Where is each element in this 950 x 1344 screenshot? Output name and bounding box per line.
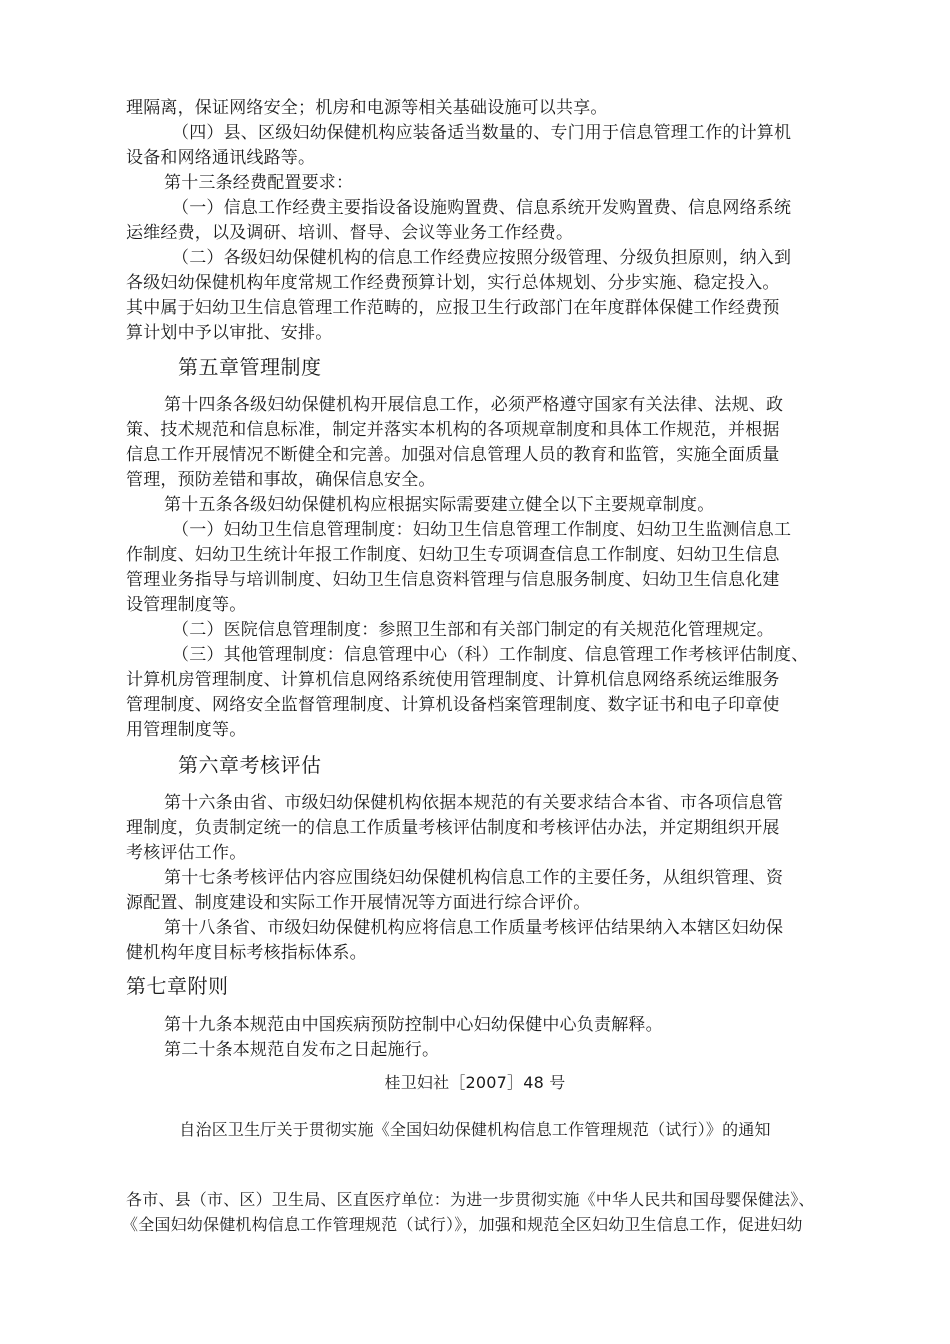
text-line: 算计划中予以审批、安排。 [126, 323, 333, 343]
text-line: 计算机房管理制度、计算机信息网络系统使用管理制度、计算机信息网络系统运维服务 [126, 670, 780, 690]
text-line: 用管理制度等。 [126, 720, 247, 740]
text-line: 第二十条本规范自发布之日起施行。 [164, 1040, 440, 1060]
chapter-heading: 第五章管理制度 [178, 355, 322, 379]
text-line: 理隔离，保证网络安全；机房和电源等相关基础设施可以共享。 [126, 98, 608, 118]
text-line: 《全国妇幼保健机构信息工作管理规范（试行）》，加强和规范全区妇幼卫生信息工作，促进妇幼 [122, 1215, 803, 1234]
text-line: （四）县、区级妇幼保健机构应装备适当数量的、专门用于信息管理工作的计算机 [172, 123, 792, 143]
text-line: 其中属于妇幼卫生信息管理工作范畴的，应报卫生行政部门在年度群体保健工作经费预 [126, 298, 780, 318]
text-line: 设管理制度等。 [126, 595, 247, 615]
article-heading: 第十三条经费配置要求： [164, 173, 354, 193]
text-line: 各级妇幼保健机构年度常规工作经费预算计划，实行总体规划、分步实施、稳定投入。 [126, 273, 780, 293]
text-line: 运维经费，以及调研、培训、督导、会议等业务工作经费。 [126, 223, 574, 243]
text-line: 第十四条各级妇幼保健机构开展信息工作，必须严格遵守国家有关法律、法规、政 [164, 395, 784, 415]
text-line: 理制度，负责制定统一的信息工作质量考核评估制度和考核评估办法，并定期组织开展 [126, 818, 780, 838]
text-line: 各市、县（市、区）卫生局、区直医疗单位：为进一步贯彻实施《中华人民共和国母婴保健法》、 [126, 1190, 815, 1209]
text-line: 第十九条本规范由中国疾病预防控制中心妇幼保健中心负责解释。 [164, 1015, 663, 1035]
text-line: （二）各级妇幼保健机构的信息工作经费应按照分级管理、分级负担原则，纳入到 [172, 248, 792, 268]
text-line: （一）信息工作经费主要指设备设施购置费、信息系统开发购置费、信息网络系统 [172, 198, 792, 218]
text-line: （三）其他管理制度：信息管理中心（科）工作制度、信息管理工作考核评估制度、 [172, 645, 809, 665]
text-line: 信息工作开展情况不断健全和完善。加强对信息管理人员的教育和监管，实施全面质量 [126, 445, 780, 465]
chapter-heading: 第七章附则 [126, 974, 229, 998]
text-line: 健机构年度目标考核指标体系。 [126, 943, 367, 963]
text-line: 考核评估工作。 [126, 843, 247, 863]
text-line: 策、技术规范和信息标准，制定并落实本机构的各项规章制度和具体工作规范，并根据 [126, 420, 780, 440]
text-line: 第十六条由省、市级妇幼保健机构依据本规范的有关要求结合本省、市各项信息管 [164, 793, 784, 813]
text-line: 管理制度、网络安全监督管理制度、计算机设备档案管理制度、数字证书和电子印章使 [126, 695, 780, 715]
text-line: 作制度、妇幼卫生统计年报工作制度、妇幼卫生专项调查信息工作制度、妇幼卫生信息 [126, 545, 780, 565]
text-line: 第十七条考核评估内容应围绕妇幼保健机构信息工作的主要任务，从组织管理、资 [164, 868, 784, 888]
text-line: 第十五条各级妇幼保健机构应根据实际需要建立健全以下主要规章制度。 [164, 495, 715, 515]
text-line: 设备和网络通讯线路等。 [126, 148, 316, 168]
text-line: 管理，预防差错和事故，确保信息安全。 [126, 470, 436, 490]
chapter-heading: 第六章考核评估 [178, 753, 322, 777]
document-number: 桂卫妇社［2007］48 号 [384, 1073, 566, 1092]
text-line: 第十八条省、市级妇幼保健机构应将信息工作质量考核评估结果纳入本辖区妇幼保 [164, 918, 784, 938]
text-line: （二）医院信息管理制度：参照卫生部和有关部门制定的有关规范化管理规定。 [172, 620, 774, 640]
text-line: （一）妇幼卫生信息管理制度：妇幼卫生信息管理工作制度、妇幼卫生监测信息工 [172, 520, 792, 540]
notice-title: 自治区卫生厅关于贯彻实施《全国妇幼保健机构信息工作管理规范（试行）》的通知 [179, 1120, 771, 1139]
text-line: 管理业务指导与培训制度、妇幼卫生信息资料管理与信息服务制度、妇幼卫生信息化建 [126, 570, 780, 590]
text-line: 源配置、制度建设和实际工作开展情况等方面进行综合评价。 [126, 893, 591, 913]
